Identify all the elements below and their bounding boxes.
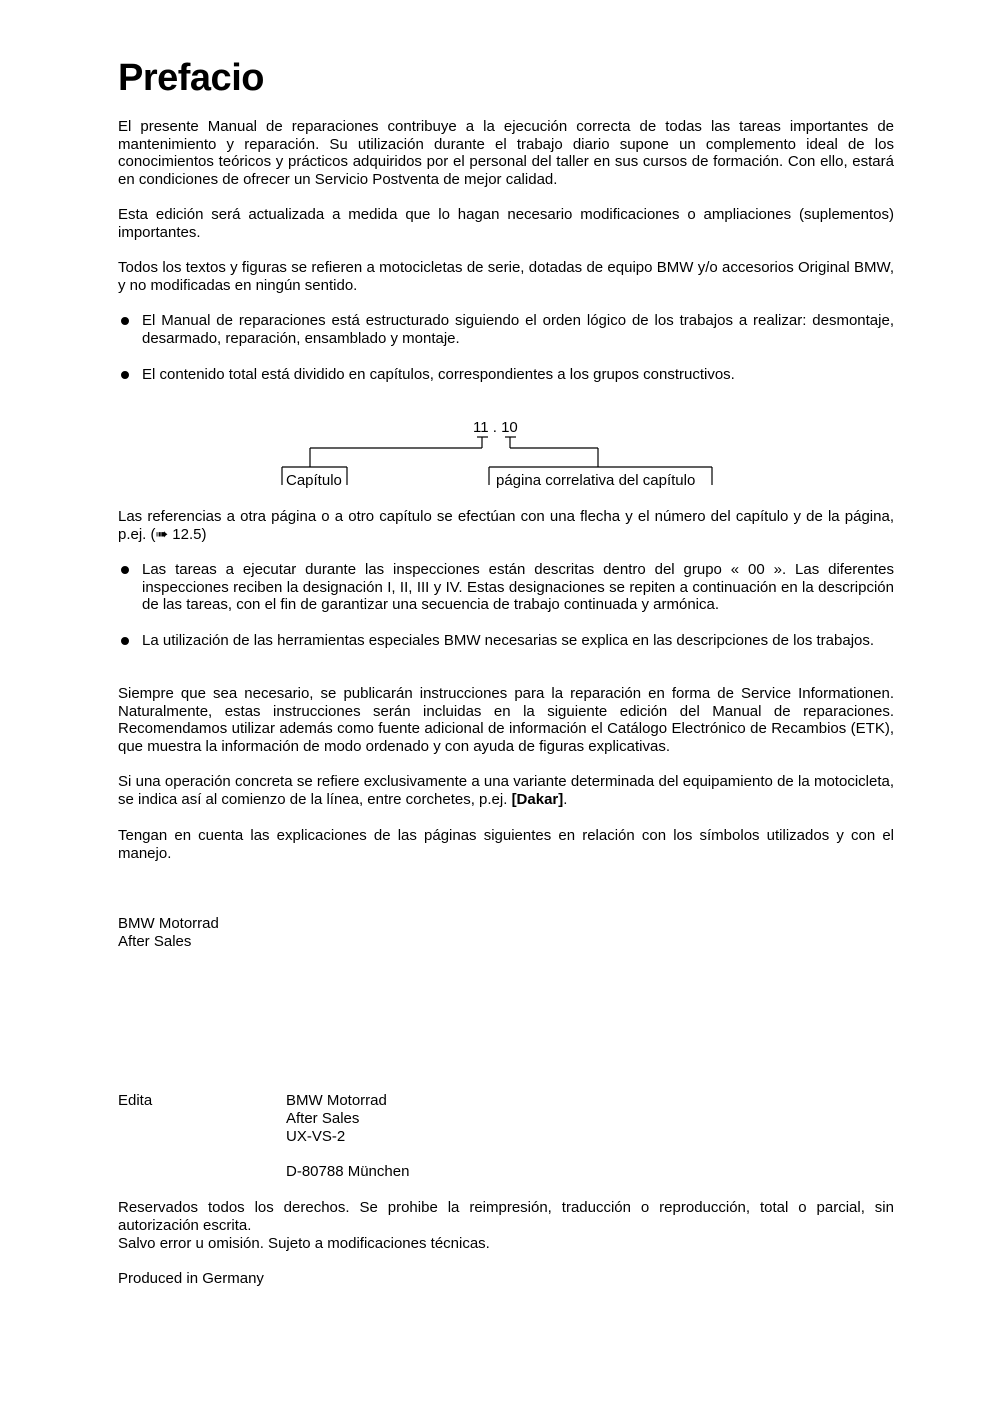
variant-example: [Dakar] (511, 790, 564, 808)
bullet-tools (118, 632, 894, 650)
bullet-inspections (118, 561, 894, 614)
edition-paragraph: Esta edición será actualizada a medida que lo hagan necesario modificaciones o ampliaciones (suplementos) importantes. (118, 206, 894, 241)
scope-paragraph: Todos los textos y figuras se refieren a motocicletas de serie, dotadas de equipo BMW y/o accesorios Original BMW, y no modificadas en ningún sentido. (118, 259, 894, 294)
imprint-address: D-80788 München (286, 1163, 410, 1180)
reference-example: 12.5) (168, 525, 207, 543)
signature-company: BMW Motorrad (118, 915, 219, 932)
diagram-chapter-label: Capítulo (286, 472, 342, 489)
imprint-label: Edita (118, 1092, 153, 1109)
symbols-paragraph: Tengan en cuenta las explicaciones de las páginas siguientes en relación con los símbolos utilizados y con el manejo. (118, 827, 894, 862)
bullet-structure (118, 312, 894, 347)
references-text: Las referencias a otra página o a otro capítulo se efectúan con una flecha y el número del capítulo y de la página, p.ej. ( (118, 508, 894, 543)
bullet-text: El Manual de reparaciones está estructurado siguiendo el orden lógico de los trabajos a realizar: desmontaje, desarmado, reparación, ensamblado y montaje. (142, 312, 894, 347)
bullet-text: La utilización de las herramientas especiales BMW necesarias se explica en las descripciones de los trabajos. (142, 632, 875, 649)
diagram-code: 11 . 10 (473, 419, 518, 436)
imprint-unit: UX-VS-2 (286, 1128, 346, 1145)
signature-department: After Sales (118, 933, 192, 950)
page-numbering-diagram (270, 415, 730, 495)
bullet-icon (121, 317, 129, 325)
bullet-icon (121, 371, 129, 379)
variant-paragraph (118, 773, 894, 808)
bullet-chapters (118, 366, 894, 384)
bullet-icon (121, 637, 129, 645)
errors-notice: Salvo error u omisión. Sujeto a modificaciones técnicas. (118, 1235, 490, 1252)
arrow-icon: ➠ (155, 525, 169, 543)
bullet-text: Las tareas a ejecutar durante las inspecciones están descritas dentro del grupo « 00 ». Las diferentes inspecciones reciben la designación I, II, III y IV. Estas designaciones se repiten a continuación en la descripción de las tareas, con el fin de garantizar una secuencia de trabajo continuada y armónica. (142, 561, 894, 613)
imprint-department: After Sales (286, 1110, 360, 1127)
imprint-company: BMW Motorrad (286, 1092, 387, 1109)
produced-notice: Produced in Germany (118, 1270, 264, 1287)
bullet-text: El contenido total está dividido en capítulos, correspondientes a los grupos constructivos. (142, 366, 735, 383)
rights-notice: Reservados todos los derechos. Se prohibe la reimpresión, traducción o reproducción, total o parcial, sin autorización escrita. (118, 1199, 894, 1234)
variant-text: Si una operación concreta se refiere exclusivamente a una variante determinada del equipamiento de la motocicleta, se indica así al comienzo de la línea, entre corchetes, p.ej. (118, 773, 894, 808)
references-paragraph (118, 508, 894, 543)
page-title: Prefacio (118, 57, 264, 99)
bullet-icon (121, 566, 129, 574)
diagram-page-label: página correlativa del capítulo (496, 472, 696, 489)
variant-text-end: . (563, 790, 568, 808)
intro-paragraph: El presente Manual de reparaciones contribuye a la ejecución correcta de todas las tareas importantes de mantenimiento y reparación. Su utilización durante el trabajo diario supone un complemento ideal de los conocimientos teóricos y prácticos adquiridos por el personal del taller en sus cursos de formación. Con ello, estará en condiciones de ofrecer un Servicio Postventa de mejor calidad. (118, 118, 894, 188)
service-info-paragraph: Siempre que sea necesario, se publicarán instrucciones para la reparación en forma de Service Informationen. Naturalmente, estas instrucciones serán incluidas en la siguiente edición del Manual de reparaciones. Recomendamos utilizar además como fuente adicional de información el Catálogo Electrónico de Recambios (ETK), que muestra la información de modo ordenado y con ayuda de figuras explicativas. (118, 685, 894, 755)
